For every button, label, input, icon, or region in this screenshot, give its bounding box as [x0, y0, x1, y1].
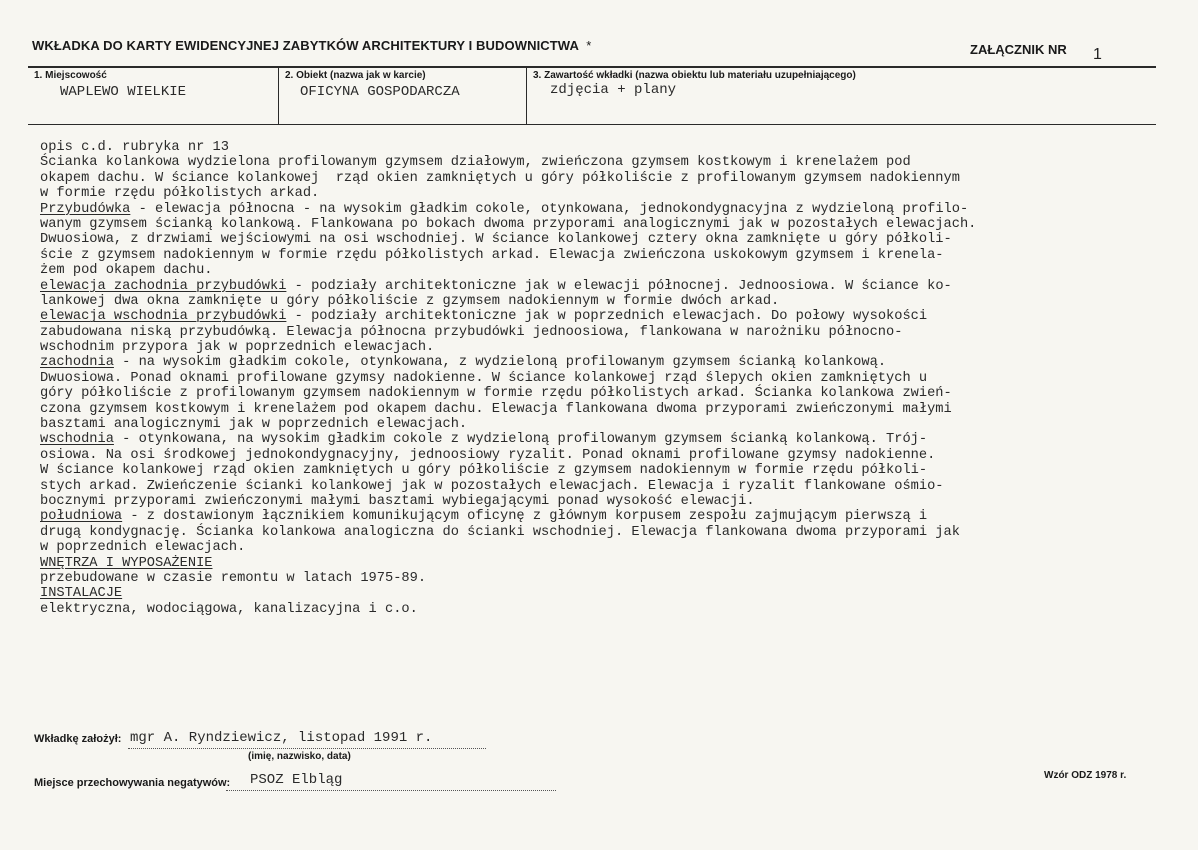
text-line: [40, 186, 1180, 201]
text-line: [40, 217, 1180, 232]
header-top-rule: [28, 66, 1156, 68]
text-run: basztami analogicznymi jak w poprzednich elewacjach.: [40, 417, 468, 433]
text-line: [40, 279, 1180, 294]
underlined-heading: INSTALACJE: [40, 586, 123, 602]
field-locality-label: 1. Miejscowość: [34, 70, 107, 81]
text-run: żem pod okapem dachu.: [40, 263, 213, 279]
underlined-heading: Przybudówka: [40, 201, 131, 217]
underlined-heading: elewacja wschodnia przybudówki: [40, 309, 287, 325]
text-line: [40, 248, 1180, 263]
text-line: [40, 171, 1180, 186]
text-line: [40, 448, 1180, 463]
card-title: WKŁADKA DO KARTY EWIDENCYJNEJ ZABYTKÓW ARCHITEKTURY I BUDOWNICTWA *: [32, 38, 592, 53]
created-by-label: Wkładkę założył:: [34, 733, 122, 745]
text-run: - otynkowana, na wysokim gładkim cokole z wydzieloną profilowanym gzymsem ścianką kolankową. Trój-: [113, 432, 928, 448]
text-run: czona gzymsem kostkowym i krenelażem pod okapem dachu. Elewacja flankowana dwoma przyporami zwieńczonymi małymi: [40, 401, 952, 417]
field-contents-value: zdjęcia + plany: [550, 82, 677, 98]
created-by-value: mgr A. Ryndziewicz, listopad 1991 r.: [130, 730, 433, 746]
text-line: [40, 202, 1180, 217]
text-run: Dwuosiowa, z drzwiami wejściowymi na osi wschodniej. W ściance kolankowej cztery okna zamknięte u góry półkoli-: [40, 232, 952, 248]
underlined-heading: elewacja zachodnia przybudówki: [40, 278, 287, 294]
text-line: [40, 340, 1180, 355]
form-code: Wzór ODZ 1978 r.: [1044, 770, 1127, 781]
description-text: [40, 140, 1180, 617]
annex-number: 1: [1093, 46, 1102, 63]
text-line: [40, 232, 1180, 247]
underlined-heading: wschodnia: [40, 432, 114, 448]
text-run: Dwuosiowa. Ponad oknami profilowane gzymsy nadokienne. W ściance kolankowej rząd ślepych okien zamkniętych u: [40, 370, 928, 386]
text-line: [40, 586, 1180, 601]
text-line: [40, 294, 1180, 309]
text-line: [40, 602, 1180, 617]
text-run: wschodnim przypora jak w poprzednich elewacjach.: [40, 340, 435, 356]
text-run: ście z gzymsem nadokiennym w formie rzędu półkolistych arkad. Elewacja zwieńczona uskokowym gzymsem i krenela-: [40, 247, 944, 263]
text-line: [40, 309, 1180, 324]
field-contents-label: 3. Zawartość wkładki (nazwa obiektu lub materiału uzupełniającego): [533, 70, 856, 81]
field-locality-value: WAPLEWO WIELKIE: [60, 84, 187, 100]
text-run: góry półkoliście z profilowanym gzymsem nadokiennym w formie rzędu półkolistych arkad. Ścianka kolankowa zwień-: [40, 386, 952, 402]
title-mark: *: [586, 38, 592, 53]
text-line: [40, 509, 1180, 524]
text-run: przebudowane w czasie remontu w latach 1975-89.: [40, 570, 427, 586]
annex-label: ZAŁĄCZNIK NR: [970, 42, 1067, 57]
field-object-value: OFICYNA GOSPODARCZA: [300, 84, 460, 100]
text-run: - elewacja północna - na wysokim gładkim cokole, otynkowana, jednokondygnacyjna z wydzieloną profilo-: [130, 201, 969, 217]
negatives-value: PSOZ Elbląg: [250, 772, 343, 788]
text-run: zabudowana niską przybudówką. Elewacja północna przybudówki jednoosiowa, flankowana w narożniku północno-: [40, 324, 903, 340]
negatives-dotted-line: [226, 790, 556, 791]
text-line: [40, 479, 1180, 494]
text-line: [40, 432, 1180, 447]
text-line: [40, 556, 1180, 571]
created-by-dotted-line: [128, 748, 486, 749]
text-run: w formie rzędu półkolistych arkad.: [40, 186, 320, 202]
text-line: [40, 417, 1180, 432]
field-divider-1: [278, 67, 279, 125]
text-line: [40, 402, 1180, 417]
negatives-label: Miejsce przechowywania negatywów:: [34, 777, 231, 789]
text-line: [40, 494, 1180, 509]
text-run: wanym gzymsem ścianką kolankową. Flankowana po bokach dwoma przyporami analogicznymi jak w pozostałych elewacjach.: [40, 216, 977, 232]
text-line: [40, 371, 1180, 386]
underlined-heading: zachodnia: [40, 355, 114, 371]
text-line: [40, 525, 1180, 540]
text-run: bocznymi przyporami zwieńczonymi małymi basztami wybiegającymi ponad wysokość elewacji.: [40, 493, 755, 509]
text-run: - z dostawionym łącznikiem komunikującym oficynę z głównym korpusem zespołu zajmującym pierwszą i: [122, 509, 928, 525]
text-run: drugą kondygnację. Ścianka kolankowa analogiczna do ścianki wschodniej. Elewacja flankowana dwoma przyporami jak: [40, 524, 960, 540]
text-line: [40, 540, 1180, 555]
text-line: [40, 155, 1180, 170]
text-line: [40, 263, 1180, 278]
text-line: [40, 463, 1180, 478]
text-run: opis c.d. rubryka nr 13: [40, 140, 229, 155]
field-divider-2: [526, 67, 527, 125]
underlined-heading: WNĘTRZA I WYPOSAŻENIE: [40, 555, 213, 571]
text-line: [40, 386, 1180, 401]
text-run: w poprzednich elewacjach.: [40, 540, 246, 556]
header-bottom-rule: [28, 124, 1156, 125]
underlined-heading: południowa: [40, 509, 123, 525]
created-by-subtitle: (imię, nazwisko, data): [248, 751, 351, 762]
text-run: - podziały architektoniczne jak w elewacji północnej. Jednoosiowa. W ściance ko-: [286, 278, 952, 294]
text-run: lankowej dwa okna zamknięte u góry półkoliście z gzymsem nadokiennym w formie dwóch arkad.: [40, 293, 780, 309]
text-run: okapem dachu. W ściance kolankowej rząd okien zamkniętych u góry półkoliście z profilowanym gzymsem nadokiennym: [40, 170, 960, 186]
text-run: elektryczna, wodociągowa, kanalizacyjna i c.o.: [40, 601, 418, 617]
text-run: - podziały architektoniczne jak w poprzednich elewacjach. Do połowy wysokości: [286, 309, 928, 325]
text-run: stych arkad. Zwieńczenie ścianki kolankowej jak w pozostałych elewacjach. Elewacja i ryzalit flankowane ośmio-: [40, 478, 944, 494]
text-run: Ścianka kolankowa wydzielona profilowanym gzymsem działowym, zwieńczona gzymsem kostkowym i krenelażem pod: [40, 155, 911, 171]
text-run: osiowa. Na osi środkowej jednokondygnacyjny, jednoosiowy ryzalit. Ponad oknami profilowane gzymsy nadokienne.: [40, 447, 936, 463]
text-line: [40, 571, 1180, 586]
text-line: [40, 355, 1180, 370]
text-run: W ściance kolankowej rząd okien zamkniętych u góry półkoliście z gzymsem nadokiennym w formie rzędu półkoli-: [40, 463, 928, 479]
text-line: [40, 325, 1180, 340]
field-object-label: 2. Obiekt (nazwa jak w karcie): [285, 70, 426, 81]
text-line: [40, 140, 1180, 155]
text-run: - na wysokim gładkim cokole, otynkowana, z wydzieloną profilowanym gzymsem ścianką kolankową.: [113, 355, 887, 371]
